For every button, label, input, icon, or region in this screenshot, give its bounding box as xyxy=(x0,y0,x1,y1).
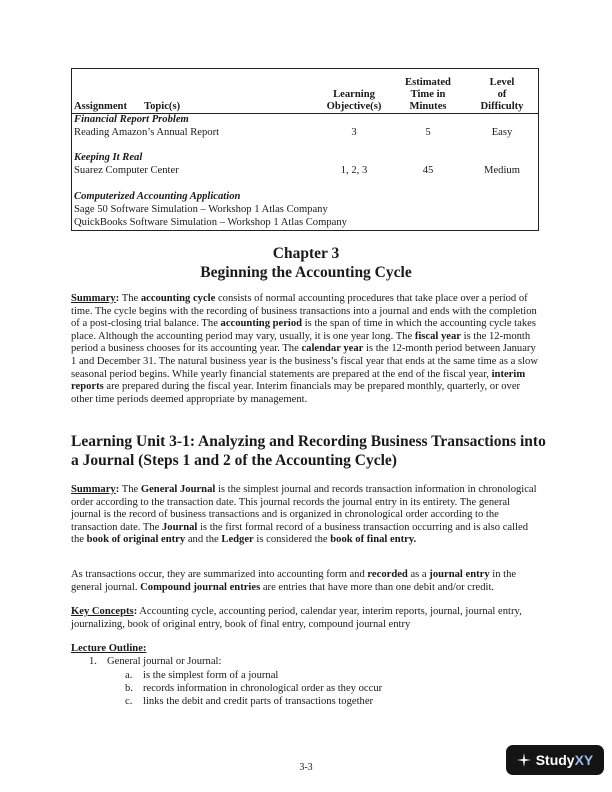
row-topic: QuickBooks Software Simulation – Workshop 1 Atlas Company xyxy=(74,217,347,228)
outline-subitem-letter: a. xyxy=(125,670,133,681)
row-topic: Sage 50 Software Simulation – Workshop 1 Atlas Company xyxy=(74,204,328,215)
key-concepts: Key Concepts: Accounting cycle, accounting period, calendar year, interim reports, journal, journal entry, journalizing, book of original entry, book of final entry, compound journal entry xyxy=(71,606,522,630)
header-estimated-time: Estimated Time in Minutes xyxy=(405,77,451,112)
section-title: Computerized Accounting Application xyxy=(74,191,241,202)
outline-subitem-letter: b. xyxy=(125,683,133,694)
row-difficulty: Medium xyxy=(484,165,520,176)
row-objectives: 3 xyxy=(351,127,357,138)
chapter-title: Beginning the Accounting Cycle xyxy=(200,264,412,281)
page-number: 3-3 xyxy=(299,762,313,773)
key-concepts-label: Key Concepts xyxy=(71,606,134,617)
plus-sparkle-icon xyxy=(517,753,531,767)
outline-subitem-text: links the debit and credit parts of transactions together xyxy=(143,696,374,707)
summary-label: Summary xyxy=(71,484,116,495)
outline-item-text: General journal or Journal: xyxy=(107,656,222,667)
studyxy-watermark: StudyXY xyxy=(506,745,604,775)
section-title: Financial Report Problem xyxy=(74,114,189,125)
assignment-table xyxy=(71,68,539,231)
transactions-paragraph: As transactions occur, they are summarized into accounting form and recorded as a journal entry in the general journal. Compound journal entries are entries that have more than one debit and/or credit. xyxy=(71,569,517,593)
chapter-number: Chapter 3 xyxy=(272,245,340,262)
header-assignment: Assignment xyxy=(74,101,127,112)
row-topic: Suarez Computer Center xyxy=(74,165,179,176)
header-level-of-difficulty: Level of Difficulty xyxy=(480,77,524,112)
lecture-outline-label: Lecture Outline: xyxy=(71,643,147,654)
row-minutes: 45 xyxy=(422,165,434,176)
learning-unit-summary: Summary: The General Journal is the simplest journal and records transaction information in chronological order according to the transaction date. This journal records the journal entry in its entirety. The general journal is the record of business transactions and is organized in chronological order according to the transaction date. The Journal is the first formal record of a business transaction occurring and is also called the book of original entry and the Ledger is considered the book of final entry. xyxy=(71,484,537,546)
row-objectives: 1, 2, 3 xyxy=(340,165,368,176)
row-minutes: 5 xyxy=(425,127,431,138)
header-learning-objectives: Learning Objective(s) xyxy=(326,89,382,112)
row-topic: Reading Amazon’s Annual Report xyxy=(74,127,220,138)
outline-subitem-letter: c. xyxy=(125,696,133,707)
chapter-summary: Summary: The accounting cycle consists of normal accounting procedures that take place over a period of time. The cycle begins with the recording of business transactions into a journal and ends with the completion of a post-closing trial balance. The accounting period is the span of time in which the accounting cycle takes place. Although the accounting period may vary, usually, it is one year long. The fiscal year is the 12-month period a business chooses for its accounting year. The calendar year is the 12-month period between January 1 and December 31. The natural business year is the business’s fiscal year that ends at the same time as a slow seasonal period begins. While yearly financial statements are prepared at the end of the fiscal year, interim reports are prepared during the fiscal year. Interim financials may be prepared monthly, quarterly, or over other time periods deemed appropriate by management. xyxy=(71,293,538,405)
outline-item-number: 1. xyxy=(89,656,97,667)
section-title: Keeping It Real xyxy=(74,152,143,163)
outline-subitem-text: records information in chronological order as they occur xyxy=(143,683,383,694)
row-difficulty: Easy xyxy=(491,127,513,138)
outline-subitem-text: is the simplest form of a journal xyxy=(143,670,279,681)
summary-label: Summary xyxy=(71,293,116,304)
header-topics: Topic(s) xyxy=(144,101,181,112)
learning-unit-title: Learning Unit 3-1: Analyzing and Recording Business Transactions into a Journal (Steps 1 and 2 of the Accounting Cycle) xyxy=(71,433,546,469)
